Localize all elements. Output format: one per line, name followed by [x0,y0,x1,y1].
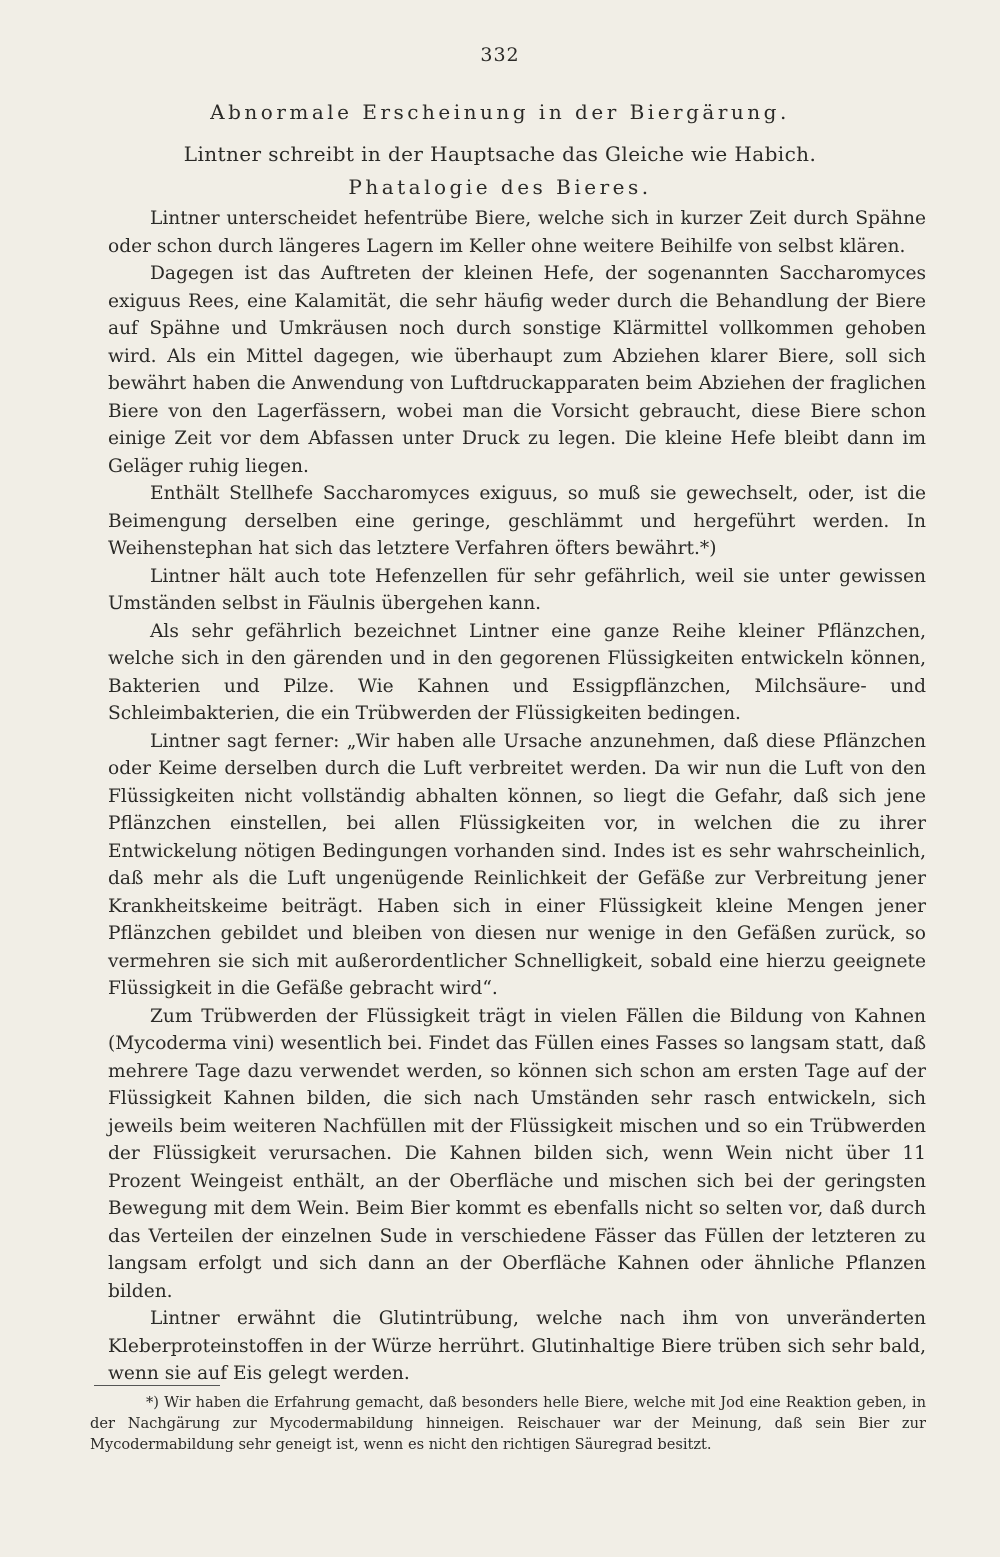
paragraph: Lintner hält auch tote Hefenzellen für sehr gefährlich, weil sie unter gewissen Umständen selbst in Fäulnis übergehen kann. [108,565,926,614]
paragraph: Lintner unterscheidet hefentrübe Biere, welche sich in kurzer Zeit durch Spähne oder schon durch längeres Lagern im Keller ohne weitere Beihilfe von selbst klären. [108,208,926,257]
paragraph: Enthält Stellhefe Saccharomyces exiguus, so muß sie gewechselt, oder, ist die Beimengung derselben eine geringe, geschlämmt und hergeführt werden. In Weihenstephan hat sich das letztere Verfahren öfters bewährt.*) [108,483,926,559]
paragraph: Lintner erwähnt die Glutintrübung, welche nach ihm von unveränderten Kleberproteinstoffen in der Würze herrührt. Glutinhaltige Biere trüben sich sehr bald, wenn sie auf Eis gelegt werden. [108,1308,926,1384]
body-text [108,205,926,1388]
paragraph: Zum Trübwerden der Flüssigkeit trägt in vielen Fällen die Bildung von Kahnen (Mycoderma vini) wesentlich bei. Findet das Füllen eines Fasses so langsam statt, daß mehrere Tage dazu verwendet werden, so können sich schon am ersten Tage auf der Flüssigkeit Kahnen bilden, die sich nach Umständen sehr rasch entwickeln, sich jeweils beim weiteren Nachfüllen mit der Flüssigkeit mischen und so ein Trübwerden der Flüssigkeit verursachen. Die Kahnen bilden sich, wenn Wein nicht über 11 Prozent Weingeist enthält, an der Oberfläche und mischen sich bei der geringsten Bewegung mit dem Wein. Beim Bier kommt es ebenfalls nicht so selten vor, daß durch das Verteilen der einzelnen Sude in verschiedene Fässer das Füllen der letzteren zu langsam erfolgt und sich dann an der Oberfläche Kahnen oder ähnliche Pflanzen bilden. [108,1005,926,1302]
paragraph: Dagegen ist das Auftreten der kleinen Hefe, der sogenannten Saccharomyces exiguus Rees, eine Kalamität, die sehr häufig weder durch die Behandlung der Biere auf Spähne und Umkräusen noch durch sonstige Klärmittel vollkommen gehoben wird. Als ein Mittel dagegen, wie überhaupt zum Abziehen klarer Biere, soll sich bewährt haben die Anwendung von Luftdruckapparaten beim Abziehen der fraglichen Biere von den Lagerfässern, wobei man die Vorsicht gebraucht, diese Biere schon einige Zeit vor dem Abfassen unter Druck zu legen. Die kleine Hefe bleibt dann im Geläger ruhig liegen. [108,263,926,477]
chapter-subtitle: Lintner schreibt in der Hauptsache das Gleiche wie Habich. [183,142,817,166]
footnote: *) Wir haben die Erfahrung gemacht, daß besonders helle Biere, welche mit Jod eine Reaktion geben, in der Nachgärung zur Mycodermabildung hinneigen. Reischauer war der Meinung, daß sein Bier zur Mycodermabildung sehr geneigt ist, wenn es nicht den richtigen Säuregrad besitzt. [90,1394,926,1453]
page-number: 332 [480,44,520,66]
chapter-title: Abnormale Erscheinung in der Biergärung. [210,100,790,124]
paragraph: Lintner sagt ferner: „Wir haben alle Ursache anzunehmen, daß diese Pflänzchen oder Keime derselben durch die Luft verbreitet werden. Da wir nun die Luft von den Flüssigkeiten nicht vollständig abhalten können, so liegt die Gefahr, daß sich jene Pflänzchen einstellen, bei allen Flüssigkeiten vor, in welchen die zu ihrer Entwickelung nötigen Bedingungen vorhanden sind. Indes ist es sehr wahrscheinlich, daß mehr als die Luft ungenügende Reinlichkeit der Gefäße zur Verbreitung jener Krankheitskeime beiträgt. Haben sich in einer Flüssigkeit kleine Mengen jener Pflänzchen gebildet und bleiben von diesen nur wenige in den Gefäßen zurück, so vermehren sie sich mit außerordentlicher Schnelligkeit, sobald eine hierzu geeignete Flüssigkeit in die Gefäße gebracht wird“. [108,730,926,999]
paragraph: Als sehr gefährlich bezeichnet Lintner eine ganze Reihe kleiner Pflänzchen, welche sich in den gärenden und in den gegorenen Flüssigkeiten entwickeln können, Bakterien und Pilze. Wie Kahnen und Essigpflänzchen, Milchsäure- und Schleimbakterien, die ein Trübwerden der Flüssigkeiten bedingen. [108,620,926,724]
footnote-divider [94,1385,220,1386]
section-heading: Phatalogie des Bieres. [348,175,652,199]
